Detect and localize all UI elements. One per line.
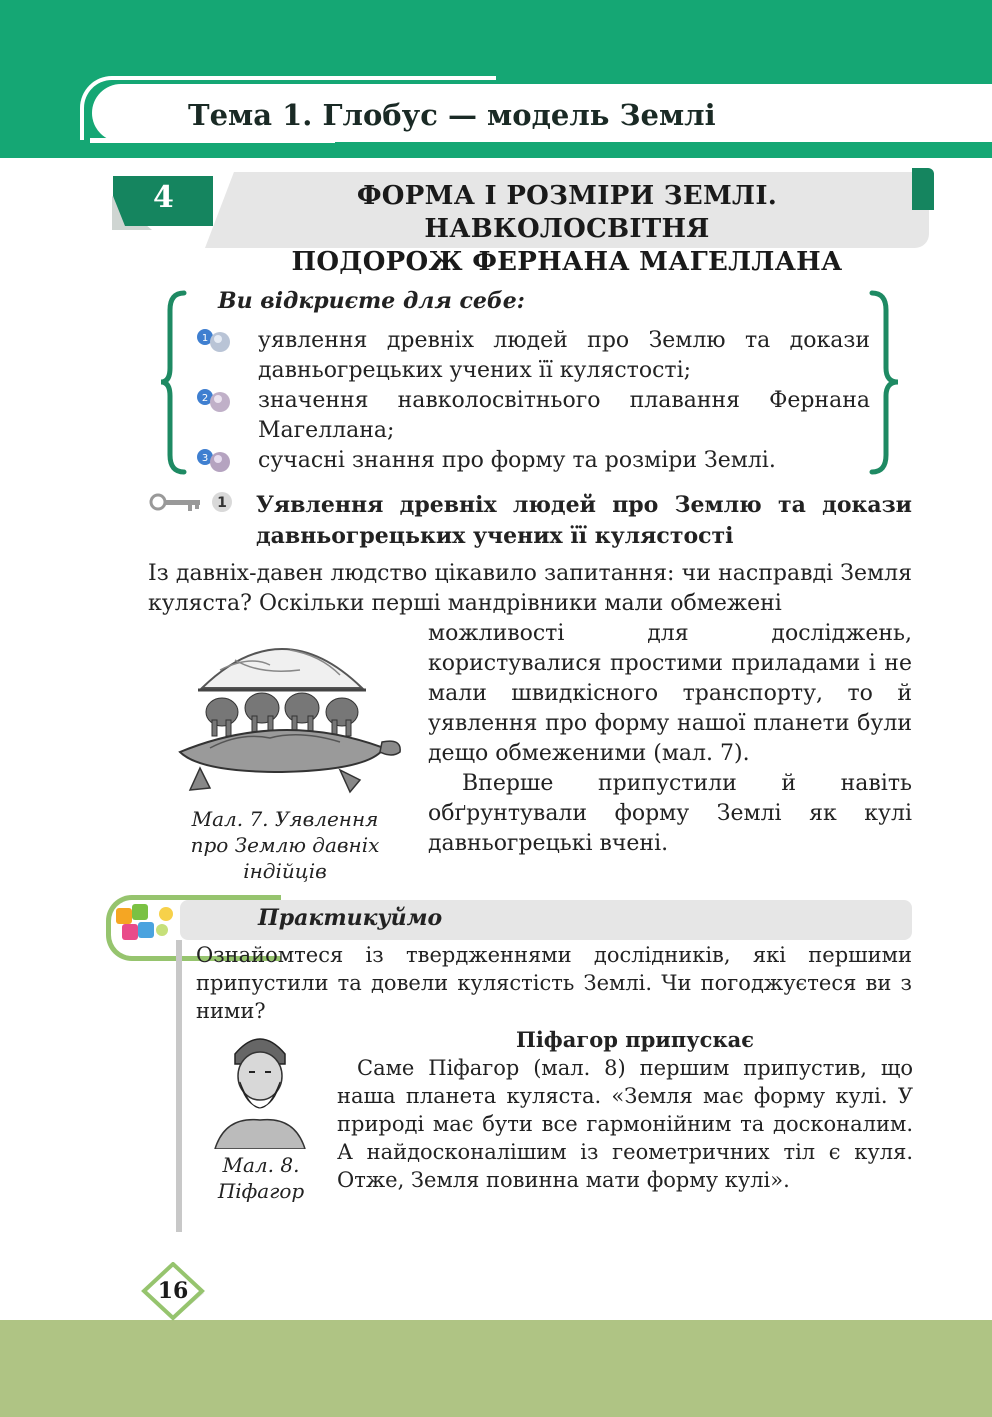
question-number: 1 <box>217 495 227 511</box>
bullet-3-icon <box>196 448 234 474</box>
page-number: 16 <box>157 1278 189 1304</box>
key-icon <box>148 490 236 514</box>
practice-side-line <box>176 940 182 1232</box>
paragraph-1: Із давніх-давен людство цікавило запитання: чи насправді Земля куляста? Оскільки перші мандрівники мали обмежені <box>148 561 912 616</box>
section-number: 4 <box>153 180 174 215</box>
practice-intro: Ознайомтеся із твердженнями дослідників, які першими припустили та довели кулястість Землі. Чи погоджуєтеся ви з ними? <box>196 943 912 1023</box>
figure-8-caption: Мал. 8. Піфагор <box>217 1153 305 1203</box>
turtle-elephants-illustration <box>160 620 405 800</box>
left-brace-icon <box>158 290 188 475</box>
discover-item-2: значення навколосвітнього плавання Фернана Магеллана; <box>258 388 870 443</box>
discover-list <box>258 326 870 476</box>
discover-item-1: уявлення древніх людей про Землю та докази давньогрецьких учених її кулястості; <box>258 328 870 383</box>
right-brace-icon <box>868 290 902 475</box>
practice-title: Практикуймо <box>258 905 443 931</box>
pythagoras-heading: Піфагор припускає <box>515 1027 754 1052</box>
puzzle-icon <box>112 900 180 950</box>
pythagoras-text <box>337 1054 913 1194</box>
figure-7-caption: Мал. 7. Уявлення про Землю давніх індійців <box>190 807 380 883</box>
svg-text:2: 2 <box>201 393 209 404</box>
section-title <box>215 180 919 279</box>
bullet-1-icon <box>196 328 234 354</box>
footer-band <box>0 1320 992 1417</box>
topic-decor-underline <box>90 138 335 143</box>
pythagoras-text-content: Саме Піфагор (мал. 8) першим припустив, що наша планета куляста. «Земля має форму кулі. У природі має бути все гармонійним та досконалим. А найдосконалішим із геометричних тіл є куля. Отже, Земля повинна мати форму кулі». <box>337 1056 913 1192</box>
paragraph-2: можливості для досліджень, користувалися простими приладами і не мали швидкісного транспорту, то й уявлення про форму нашої планети були дещо обмеженими (мал. 7). <box>428 621 912 766</box>
discover-item-3: сучасні знання про форму та розміри Землі. <box>258 448 776 473</box>
paragraph-3: Вперше припустили й навіть обґрунтували форму Землі як кулі давньогрецькі вчені. <box>428 771 912 856</box>
question-heading: Уявлення древніх людей про Землю та докази давньогрецьких учених її кулястості <box>256 492 912 549</box>
pythagoras-bust-illustration <box>205 1024 315 1149</box>
section-title-line2: ПОДОРОЖ ФЕРНАНА МАГЕЛЛАНА <box>291 247 843 277</box>
topic-title: Тема 1. Глобус — модель Землі <box>188 98 716 132</box>
discover-title: Ви відкриєте для себе: <box>218 288 525 314</box>
section-title-line1: ФОРМА І РОЗМІРИ ЗЕМЛІ. НАВКОЛОСВІТНЯ <box>356 181 778 244</box>
bullet-2-icon <box>196 388 234 414</box>
svg-text:3: 3 <box>201 453 209 464</box>
svg-text:1: 1 <box>201 333 209 344</box>
